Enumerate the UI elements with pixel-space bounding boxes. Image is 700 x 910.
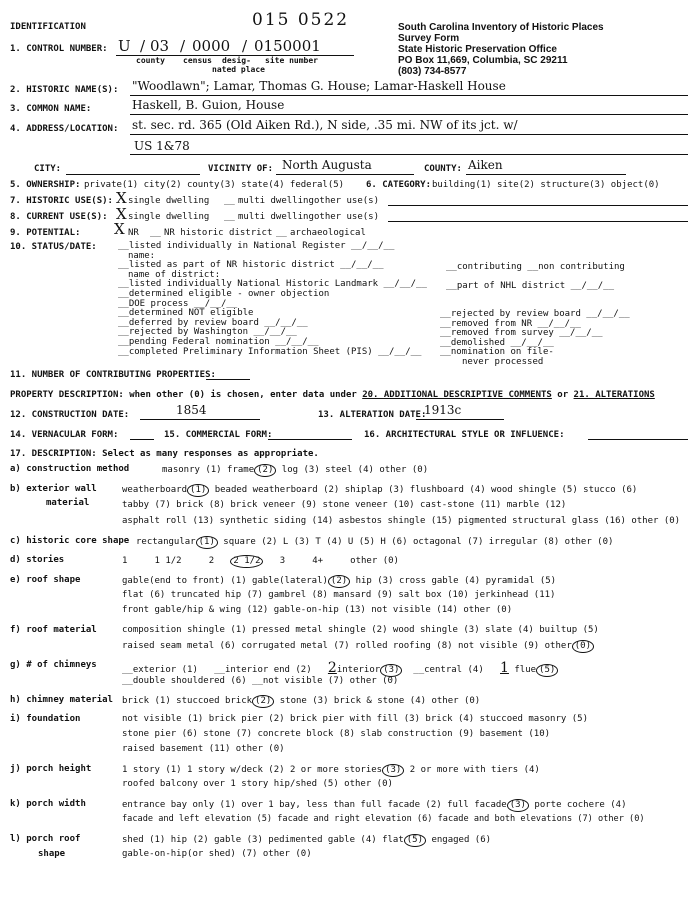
selected-option[interactable]: 2 1/2 (230, 555, 263, 568)
selected-option[interactable]: (1) (187, 484, 209, 497)
status-item[interactable]: DOE process (128, 298, 189, 309)
porch-height-options-2[interactable]: roofed balcony over 1 story hip/shed (5) other (0) (122, 779, 393, 789)
construction-date-label: 12. CONSTRUCTION DATE: (10, 410, 130, 420)
exterior-wall-options[interactable]: weatherboard (1) beaded weatherboard (2) shiplap (3) flushboard (4) wood shingle (5) stucco (6) (122, 485, 638, 495)
vicinity-value[interactable]: North Augusta (282, 158, 372, 172)
exterior-wall-label2: material (46, 498, 90, 508)
construction-date-value[interactable]: 1854 (176, 403, 207, 417)
potential-label: 9. POTENTIAL: (10, 228, 81, 238)
common-name-label: 3. COMMON NAME: (10, 104, 92, 114)
status-item: name: (128, 250, 156, 261)
county-caption: county (136, 56, 165, 65)
city-label: CITY: (34, 164, 62, 174)
vicinity-label: VICINITY OF: (208, 164, 274, 174)
current-use-single[interactable]: single dwelling (128, 212, 210, 222)
office-block (398, 22, 604, 77)
historic-names-label: 2. HISTORIC NAME(S): (10, 85, 119, 95)
office-line: Survey Form (398, 33, 460, 44)
status-item[interactable]: removed from NR (450, 318, 533, 329)
status-contributing: __contributing __non contributing (446, 262, 625, 272)
control-tract-value[interactable]: 0000 (192, 37, 231, 55)
identification-heading: IDENTIFICATION (10, 22, 86, 32)
potential-arch[interactable]: archaeological (290, 228, 366, 238)
selected-option[interactable]: (0) (572, 640, 594, 653)
control-number-label: 1. CONTROL NUMBER: (10, 44, 108, 54)
census-caption: census (183, 56, 212, 65)
roof-material-label: f) roof material (10, 625, 97, 635)
roof-material-options[interactable]: composition shingle (1) pressed metal shingle (2) wood shingle (3) slate (4) builtup (5) (122, 625, 599, 635)
office-line: PO Box 11,669, Columbia, SC 29211 (398, 55, 568, 66)
chimneys-label: g) # of chimneys (10, 660, 97, 670)
foundation-options[interactable]: not visible (1) brick pier (2) brick pier with fill (3) brick (4) stuccoed masonry (5) (122, 714, 588, 724)
selected-option[interactable]: (5) (536, 664, 558, 677)
selected-option[interactable]: (3) (380, 664, 402, 677)
roof-shape-options-3[interactable]: front gable/hip & wing (12) gable-on-hip (13) not visible (14) other (0) (122, 605, 513, 615)
flue-count[interactable]: 1 (500, 660, 509, 676)
address-line1[interactable]: st. sec. rd. 365 (Old Aiken Rd.), N side, .35 mi. NW of its jct. w/ (132, 118, 518, 132)
status-label: 10. STATUS/DATE: (10, 242, 97, 252)
category-label: 6. CATEGORY: (366, 180, 432, 190)
category-options[interactable]: building(1) site(2) structure(3) object(0) (432, 180, 660, 190)
handwritten-code: 015 0522 (252, 10, 350, 30)
historic-use-single[interactable]: single dwelling (128, 196, 210, 206)
porch-height-label: j) porch height (10, 764, 92, 774)
foundation-options-2[interactable]: stone pier (6) stone (7) concrete block (8) slab construction (9) basement (10) (122, 729, 551, 739)
chimney-material-options[interactable]: brick (1) stuccoed brick (2) stone (3) brick & stone (4) other (0) (122, 696, 481, 706)
potential-nr-check[interactable]: X (114, 220, 125, 238)
status-item[interactable]: determined eligible - owner objection (128, 288, 330, 299)
status-item[interactable]: demolished (450, 337, 506, 348)
selected-option[interactable]: (5) (404, 834, 426, 847)
nated-caption: nated place (212, 65, 265, 74)
core-shape-options[interactable]: rectangular (1) square (2) L (3) T (4) U (5) H (6) octagonal (7) irregular (8) other (0) (136, 537, 614, 547)
alteration-date-label: 13. ALTERATION DATE: (318, 410, 427, 420)
ownership-label: 5. OWNERSHIP: (10, 180, 81, 190)
office-line: South Carolina Inventory of Historic Places (398, 22, 604, 33)
selected-option[interactable]: (3) (382, 764, 404, 777)
county-value[interactable]: Aiken (468, 158, 503, 172)
roof-shape-options[interactable]: gable(end to front) (1) gable(lateral) (2) hip (3) cross gable (4) pyramidal (5) (122, 576, 557, 586)
selected-option[interactable]: (2) (254, 464, 276, 477)
current-use-multi[interactable]: multi dwelling (238, 212, 314, 222)
common-name-value[interactable]: Haskell, B. Guion, House (132, 98, 285, 112)
current-use-check[interactable]: X (116, 205, 127, 223)
porch-width-options[interactable]: entrance bay only (1) over 1 bay, less than full facade (2) full facade (3) porte cochere (4) (122, 800, 627, 810)
exterior-wall-options-2[interactable]: tabby (7) brick (8) brick veneer (9) stone veneer (10) cast-stone (11) marble (12) (122, 500, 567, 510)
status-left: __listed individually in National Register __/__/__ name: __listed as part of NR historic district __/__/__ name of district: __listed individually National Historic Landmark __/__/__ __determined eligible - owner objection __DOE process __/__/__ __determined NOT eligible __deferred by review board __/__/__ __rejected by Washington __/__/__ __pending Federal nomination __/__/__ __completed Preliminary Information Sheet (PIS) __/__/__ (118, 241, 427, 357)
control-site-value[interactable]: 0150001 (254, 37, 321, 55)
selected-option[interactable]: (2) (252, 695, 274, 708)
stories-label: d) stories (10, 555, 65, 565)
selected-option[interactable]: (2) (328, 575, 350, 588)
status-item[interactable]: listed as part of NR historic district (128, 260, 335, 271)
status-item[interactable]: pending Federal nomination (128, 336, 270, 347)
current-use-label: 8. CURRENT USE(S): (10, 212, 108, 222)
roof-material-options-2[interactable]: raised seam metal (6) corrugated metal (7) rolled roofing (8) not visible (9) other (0) (122, 640, 594, 653)
county-label: COUNTY: (424, 164, 462, 174)
chimneys-options[interactable]: __exterior (1) __interior end (2) 2interior (3) __central (4) 1 flue (5) (122, 660, 558, 677)
potential-district[interactable]: NR historic district (164, 228, 273, 238)
office-line: State Historic Preservation Office (398, 44, 557, 55)
exterior-wall-label: b) exterior wall (10, 484, 97, 494)
porch-width-label: k) porch width (10, 799, 86, 809)
description-label: 17. DESCRIPTION: Select as many responses as appropriate. (10, 449, 319, 459)
foundation-options-3[interactable]: raised basement (11) other (0) (122, 744, 285, 754)
status-item[interactable]: completed Preliminary Information Sheet (PIS) (128, 346, 373, 357)
foundation-label: i) foundation (10, 714, 81, 724)
alteration-date-value[interactable]: 1913c (424, 403, 462, 417)
vernacular-label: 14. VERNACULAR FORM: (10, 430, 119, 440)
status-item[interactable]: deferred by review board (128, 317, 259, 328)
status-right: __rejected by review board __/__/__ __removed from NR __/__/__ __removed from survey __/__/__ __demolished __/__/__ __nomination on file- never processed (440, 309, 630, 367)
historic-names-value[interactable]: "Woodlawn"; Lamar, Thomas G. House; Lamar-Haskell House (132, 79, 506, 93)
potential-nr[interactable]: NR (128, 228, 139, 238)
status-item[interactable]: listed individually National Historic Landmark (128, 279, 379, 290)
selected-option[interactable]: (3) (507, 799, 529, 812)
core-shape-label: c) historic core shape (10, 536, 130, 546)
site-caption: site number (265, 56, 318, 65)
architectural-label: 16. ARCHITECTURAL STYLE OR INFLUENCE: (364, 430, 565, 440)
desig-caption: desig- (222, 56, 251, 65)
construction-method-options[interactable]: masonry (1) frame (2) log (3) steel (4) other (0) (162, 465, 429, 475)
historic-use-check[interactable]: X (116, 189, 127, 207)
exterior-wall-options-3[interactable]: asphalt roll (13) synthetic siding (14) asbestos shingle (15) pigmented structural glass (16) other (0) (122, 516, 681, 526)
interior-count[interactable]: 2 (327, 660, 337, 676)
roof-shape-options-2[interactable]: flat (6) truncated hip (7) gambrel (8) mansard (9) salt box (10) jerkinhead (11) (122, 590, 556, 600)
control-county-value[interactable]: U (118, 37, 131, 55)
status-item: never processed (462, 356, 544, 367)
selected-option[interactable]: (1) (196, 536, 218, 549)
chimneys-options-2[interactable]: __double shouldered (6) __not visible (7) other (0) (122, 676, 399, 686)
porch-height-options[interactable]: 1 story (1) 1 story w/deck (2) 2 or more stories (3) 2 or more with tiers (4) (122, 765, 540, 775)
control-design-value[interactable]: 03 (150, 37, 170, 55)
roof-shape-label: e) roof shape (10, 575, 81, 585)
office-line: (803) 734-8577 (398, 66, 467, 77)
property-description: PROPERTY DESCRIPTION: when other (0) is chosen, enter data under 20. ADDITIONAL DESCRIPTIVE COMMENTS or 21. ALTERATIONS (10, 390, 655, 400)
current-use-other[interactable]: other use(s) (314, 212, 380, 222)
status-item[interactable]: rejected by Washington (128, 327, 249, 338)
status-item[interactable]: removed from survey (450, 328, 554, 339)
porch-roof-label: l) porch roof (10, 834, 81, 844)
porch-roof-options-2[interactable]: gable-on-hip(or shed) (7) other (0) (122, 849, 312, 859)
historic-use-label: 7. HISTORIC USE(S): (10, 196, 113, 206)
porch-width-options-2[interactable]: facade and left elevation (5) facade and right elevation (6) facade and both elevations (7) other (0) (122, 814, 645, 824)
address-line2[interactable]: US 1&78 (134, 139, 190, 153)
historic-use-other[interactable]: other use(s) (314, 196, 380, 206)
contrib-label: 11. NUMBER OF CONTRIBUTING PROPERTIES: (10, 370, 216, 380)
stories-options[interactable]: 1 1 1/2 2 2 1/2 3 4+ other (0) (122, 556, 399, 566)
address-label: 4. ADDRESS/LOCATION: (10, 124, 119, 134)
porch-roof-options[interactable]: shed (1) hip (2) gable (3) pedimented gable (4) flat (5) engaged (6) (122, 835, 492, 845)
historic-use-multi[interactable]: multi dwelling (238, 196, 314, 206)
chimney-material-label: h) chimney material (10, 695, 113, 705)
status-item[interactable]: nomination on file- (450, 347, 554, 358)
status-nhl-part: __part of NHL district __/__/__ (446, 281, 614, 291)
ownership-options[interactable]: private(1) city(2) county(3) state(4) federal(5) (84, 180, 345, 190)
commercial-label: 15. COMMERCIAL FORM: (164, 430, 273, 440)
status-item: name of district: (128, 269, 221, 280)
status-item[interactable]: rejected by review board (450, 309, 581, 319)
status-item[interactable]: determined NOT eligible (128, 308, 254, 319)
porch-roof-label2: shape (38, 849, 66, 859)
status-item[interactable]: listed individually in National Register (128, 241, 346, 251)
construction-method-label: a) construction method (10, 464, 130, 474)
